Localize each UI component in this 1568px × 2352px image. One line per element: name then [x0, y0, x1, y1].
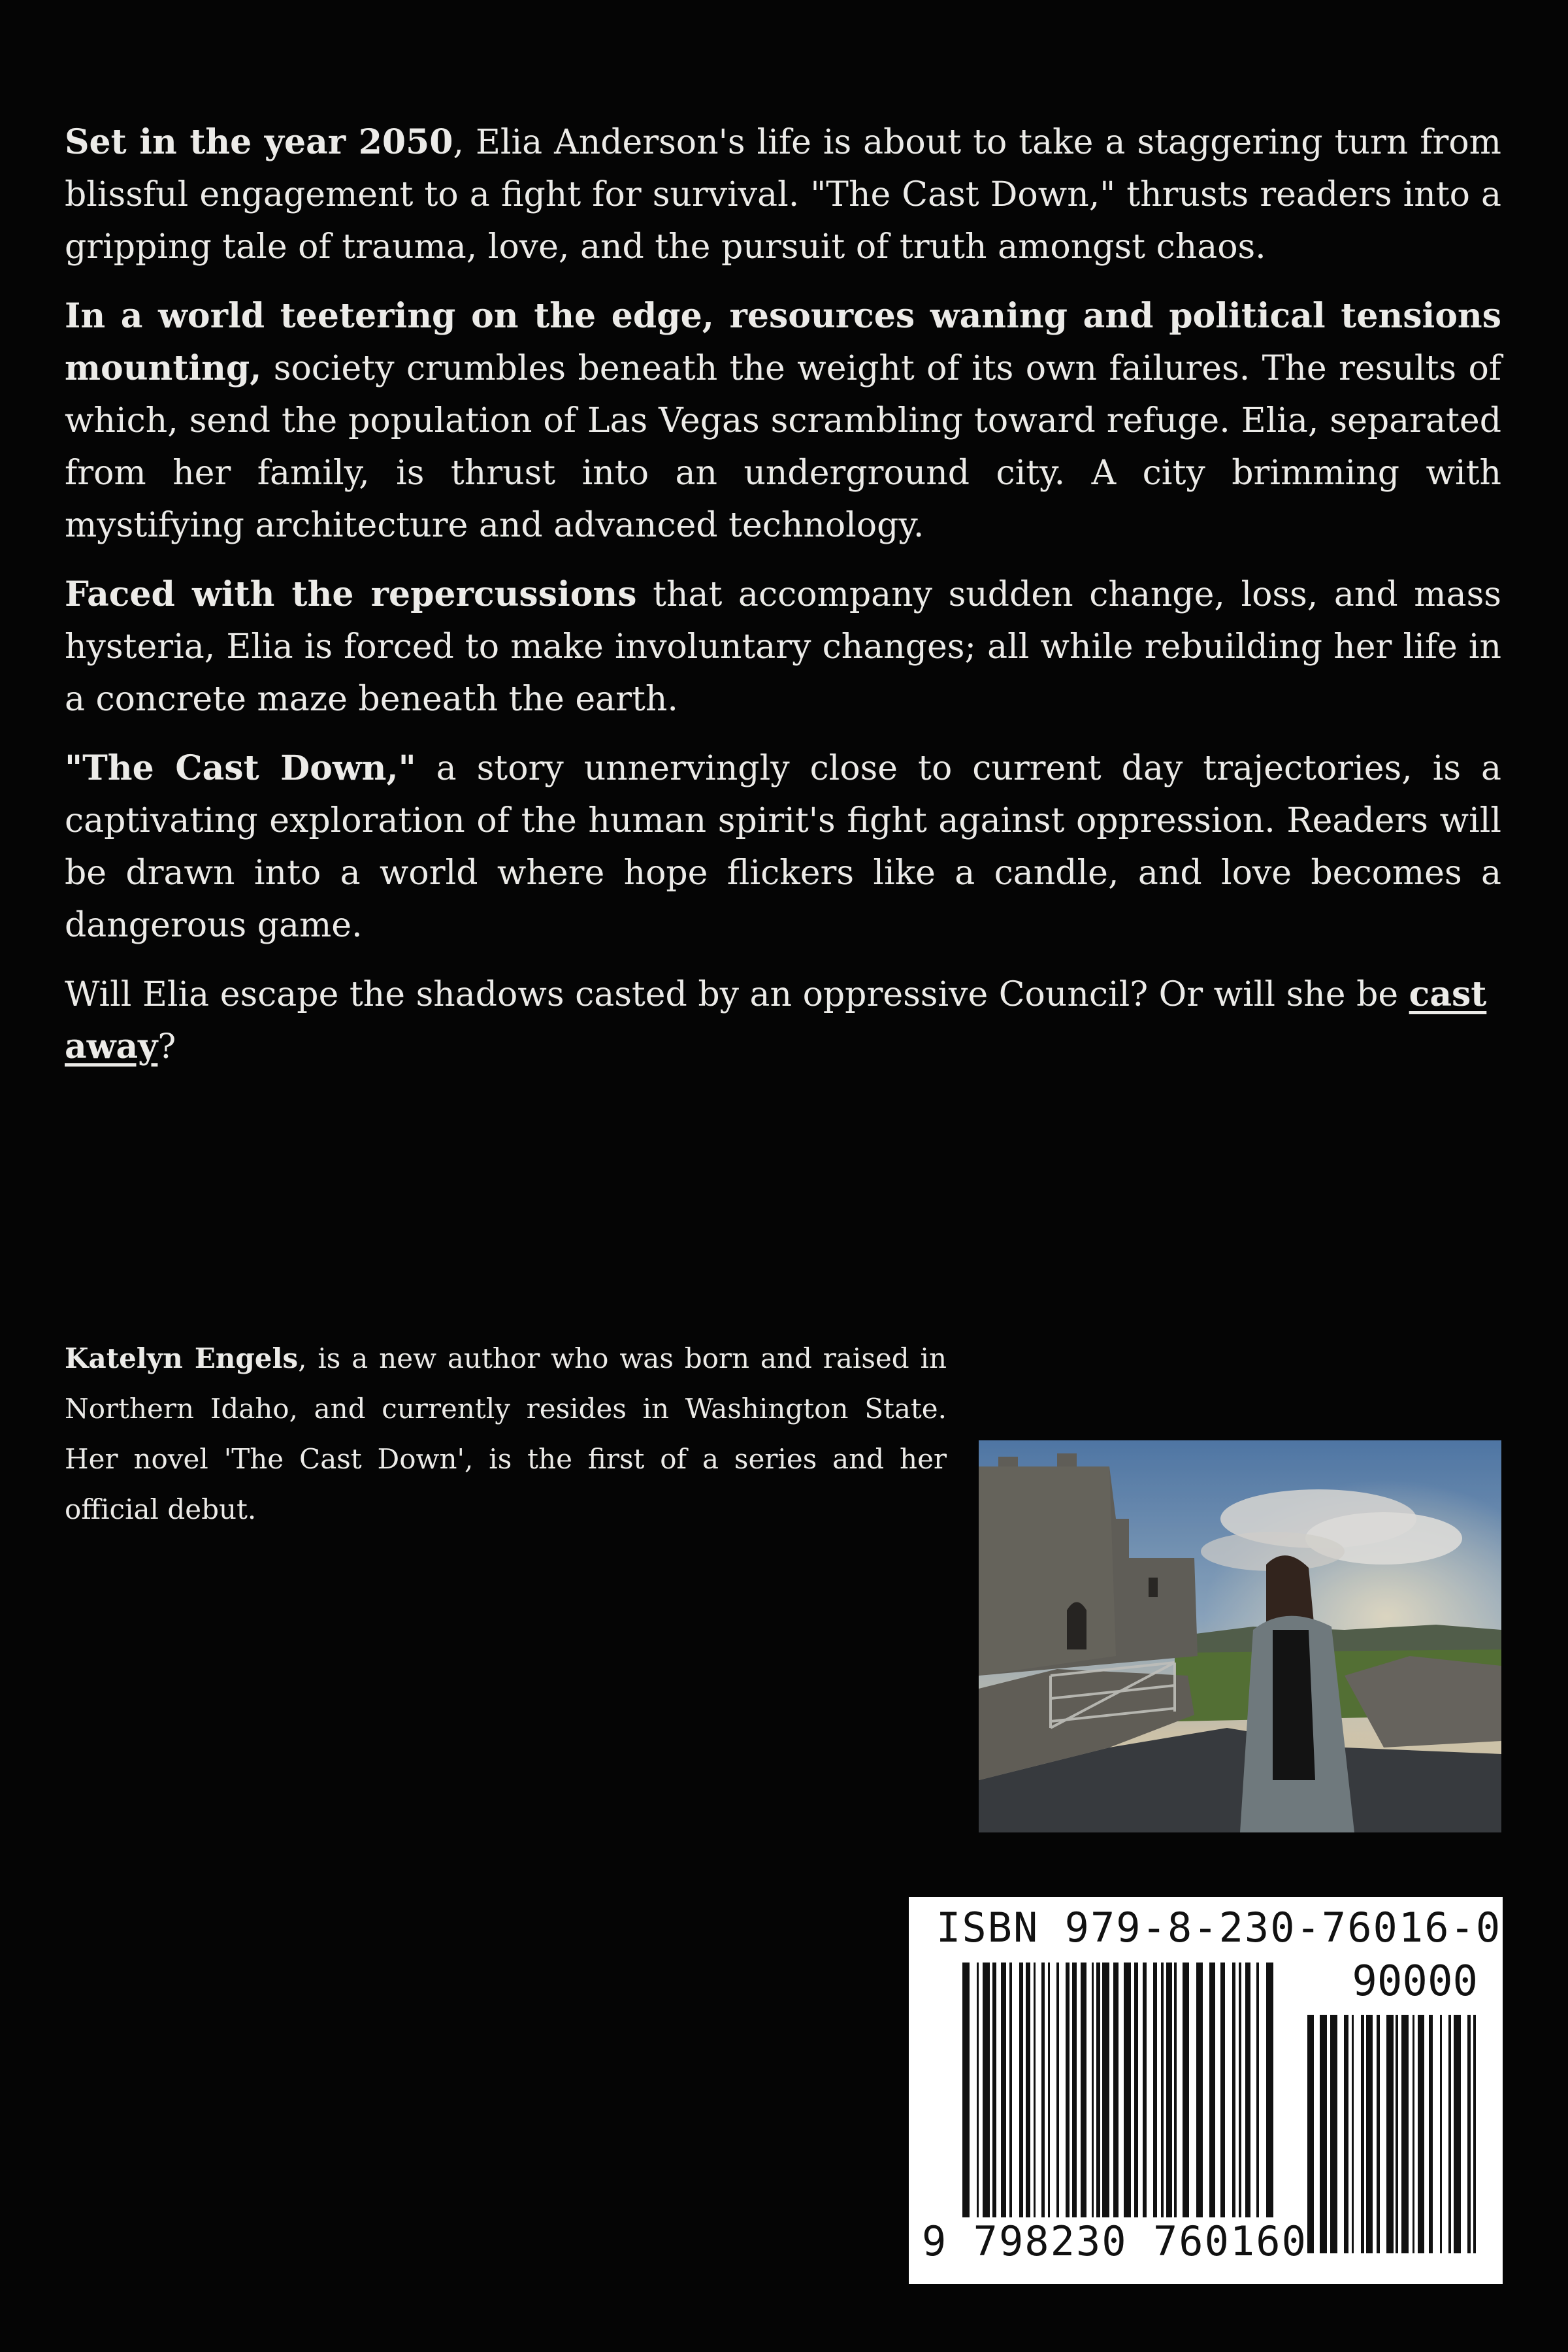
barcode-bar	[1239, 1963, 1241, 2253]
barcode-bar	[1232, 1963, 1235, 2253]
author-bio-text: , is a new author who was born and raised in Northern Idaho, and currently resides in Washington State. Her novel 'The Cast Down', is the first of a series and her official debut.	[65, 1342, 947, 1525]
barcode-addon-number: 90000	[1352, 1957, 1478, 2006]
barcode-bar	[1377, 2015, 1380, 2253]
barcode-bar	[1344, 2015, 1348, 2253]
author-photo	[979, 1440, 1501, 1832]
barcode-bar	[1113, 1963, 1119, 2253]
barcode-bar	[1001, 1963, 1006, 2253]
barcode-bar	[1245, 1963, 1250, 2253]
barcode-bar	[1102, 1963, 1109, 2253]
blurb-closing-question: Will Elia escape the shadows casted by an oppressive Council? Or will she be cast away?	[65, 974, 1487, 1067]
barcode-bar	[962, 1963, 970, 2253]
barcode-bar	[1448, 2015, 1451, 2253]
author-bio	[65, 1333, 947, 1534]
barcode-bar	[1096, 1963, 1100, 2253]
barcode-bar	[1473, 2015, 1476, 2253]
barcode-bar	[1166, 1963, 1172, 2253]
barcode-bar	[1209, 1963, 1215, 2253]
barcode-bar	[1256, 1963, 1259, 2253]
barcode-bar	[983, 1963, 990, 2253]
barcode-bar	[1019, 1963, 1023, 2253]
barcode-bar	[1413, 2015, 1414, 2253]
barcode-bar	[992, 1963, 996, 2253]
barcode-bar	[1220, 1963, 1225, 2253]
blurb-paragraph-3: Faced with the repercussions that accompany sudden change, loss, and mass hysteria, Elia is forced to make involuntary changes; all while rebuilding her life in a concrete maze beneath the earth.	[65, 574, 1501, 719]
barcode-bar	[1174, 1963, 1177, 2253]
barcode-bar	[1352, 2015, 1354, 2253]
barcode-bar	[1026, 1963, 1030, 2253]
barcode-bar	[1418, 2015, 1424, 2253]
barcode-bar	[1266, 1963, 1273, 2253]
barcode-bar	[1092, 1963, 1094, 2253]
book-blurb	[65, 116, 1501, 1090]
barcode-bar	[977, 1963, 979, 2253]
author-name: Katelyn Engels	[65, 1342, 299, 1374]
barcode-bar	[1056, 1963, 1059, 2253]
barcode-bar	[1143, 1963, 1147, 2253]
barcode-bar	[1440, 2015, 1442, 2253]
blurb-paragraph-1: Set in the year 2050, Elia Anderson's life is about to take a staggering turn from blissful engagement to a fight for survival. "The Cast Down," thrusts readers into a gripping tale of trauma, love, and the pursuit of truth amongst chaos.	[65, 122, 1501, 267]
barcode-bar	[1454, 2015, 1461, 2253]
barcode-bar	[1034, 1963, 1036, 2253]
barcode-bar	[1386, 2015, 1394, 2253]
barcode-bar	[1081, 1963, 1086, 2253]
barcode-bar	[1307, 2015, 1314, 2253]
barcode-bar	[1134, 1963, 1138, 2253]
isbn-label: ISBN 979-8-230-76016-0	[936, 1904, 1502, 1951]
barcode-bar	[1009, 1963, 1012, 2253]
barcode-bar	[1072, 1963, 1077, 2253]
barcode-bar	[1366, 2015, 1373, 2253]
barcode-bar	[1396, 2015, 1398, 2253]
barcode-bar	[1467, 2015, 1471, 2253]
blurb-paragraph-4: "The Cast Down," a story unnervingly close to current day trajectories, is a captivating exploration of the human spirit's fight against oppression. Readers will be drawn into a world where hope flickers like a candle, and love becomes a dangerous game.	[65, 748, 1501, 945]
barcode-bar	[1330, 2015, 1337, 2253]
isbn-barcode-box	[909, 1897, 1503, 2284]
blurb-paragraph-2: In a world teetering on the edge, resources waning and political tensions mounting, society crumbles beneath the weight of its own failures. The results of which, send the population of Las Vegas scrambling toward refuge. Elia, separated from her family, is thrust into an underground city. A city brimming with mystifying architecture and advanced technology.	[65, 296, 1501, 545]
barcode-bar	[1183, 1963, 1189, 2253]
barcode-bar	[1401, 2015, 1409, 2253]
barcode-bar	[1196, 1963, 1203, 2253]
barcode-bar	[1320, 2015, 1327, 2253]
barcode-digits: 9 798230 760160	[922, 2217, 1307, 2265]
barcode-bar	[1429, 2015, 1433, 2253]
barcode-bar	[1066, 1963, 1070, 2253]
barcode-bar	[1124, 1963, 1131, 2253]
barcode-bar	[1153, 1963, 1157, 2253]
barcode-bar	[1048, 1963, 1050, 2253]
barcode-bar	[1361, 2015, 1364, 2253]
barcode-bar	[1161, 1963, 1164, 2253]
barcode-bar	[1041, 1963, 1045, 2253]
